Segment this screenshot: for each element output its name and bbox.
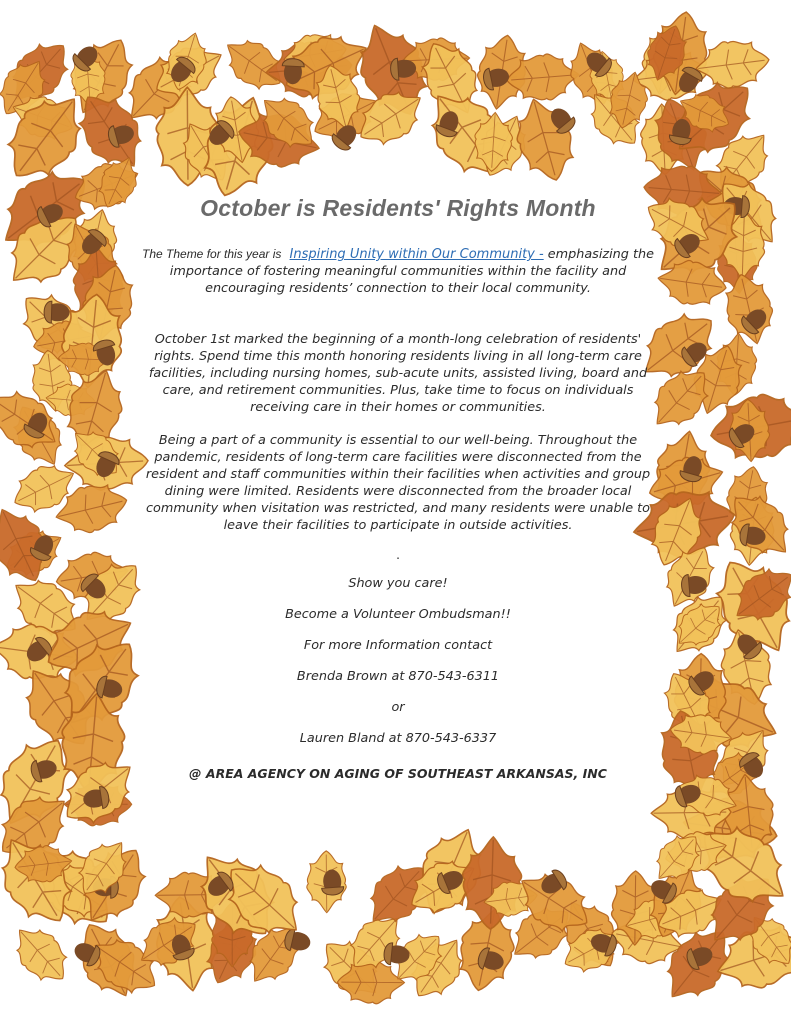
community-paragraph: Being a part of a community is essential to our well-being. Throughout the pandemic, residents of long-term care facilities were disconnected from the resident and staff communities within their facilities when activities and group dining were limited. Residents were disconnected from the broader local community when visitation was restricted, and many residents were unable to leave their facilities to participate in outside activities. <box>145 433 651 533</box>
leaf-icon <box>508 92 582 187</box>
agency-name: @ AREA AGENCY ON AGING OF SOUTHEAST ARKANSAS, INC <box>189 766 607 781</box>
theme-statement <box>138 246 658 297</box>
theme-description: emphasizing the importance of fostering meaningful communities within the facility and encouraging residents’ connection to their local community. <box>169 247 654 296</box>
page-title: October is Residents' Rights Month <box>200 195 596 221</box>
theme-lead: The Theme for this year is <box>142 247 282 261</box>
contact-or: or <box>391 700 405 715</box>
cta-more-info: For more Information contact <box>303 638 493 653</box>
intro-paragraph: October 1st marked the beginning of a month-long celebration of residents' rights. Spend time this month honoring residents living in all long-term care facilities, including nursing homes, sub-acute units, assisted living, board and care, and retirement communities. Plus, take time to focus on individuals receiving care in their homes or communities. <box>148 332 648 415</box>
contact-brenda: Brenda Brown at 870-543-6311 <box>296 669 500 684</box>
flyer-content <box>138 195 658 781</box>
leaf-icon <box>4 916 78 992</box>
contact-lauren: Lauren Bland at 870-543-6337 <box>299 731 497 746</box>
separator-dot: . <box>396 548 400 562</box>
cta-show-you-care: Show you care! <box>348 576 448 591</box>
cta-volunteer: Become a Volunteer Ombudsman!! <box>285 607 511 622</box>
theme-link[interactable]: Inspiring Unity within Our Community - <box>289 247 544 262</box>
